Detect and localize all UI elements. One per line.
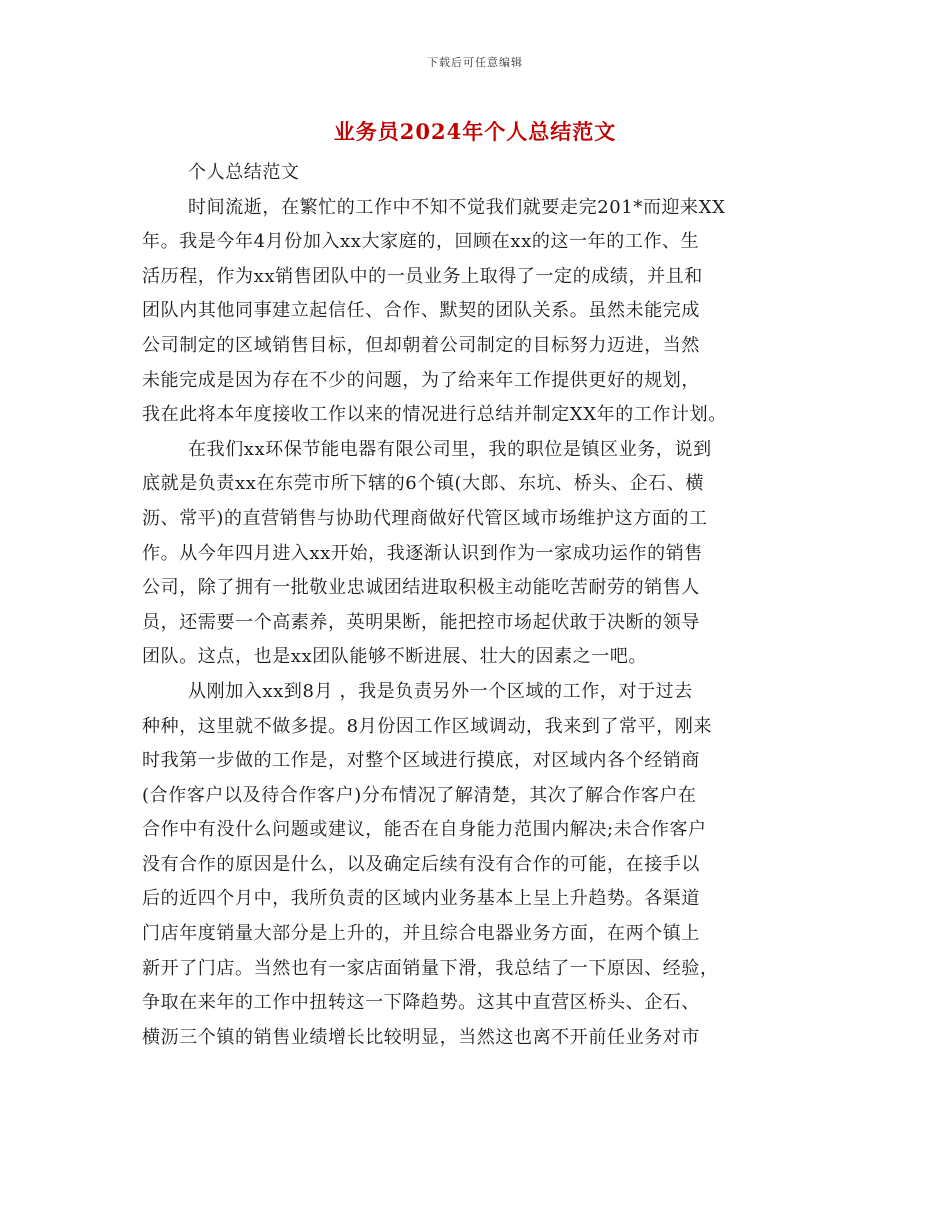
text-line: 团队内其他同事建立起信任、合作、默契的团队关系。虽然未能完成 <box>142 300 700 322</box>
text-line: 门店年度销量大部分是上升的，并且综合电器业务方面，在两个镇上 <box>142 923 700 945</box>
text-line: 底就是负责xx在东莞市所下辖的6个镇(大郎、东坑、桥头、企石、横 <box>142 473 704 495</box>
text-line: 在我们xx环保节能电器有限公司里，我的职位是镇区业务，说到 <box>188 438 712 460</box>
text-line: 横沥三个镇的销售业绩增长比较明显，当然这也离不开前任业务对市 <box>142 1026 700 1048</box>
text-line: 活历程，作为xx销售团队中的一员业务上取得了一定的成绩，并且和 <box>142 265 703 287</box>
text-line: 年。我是今年4月份加入xx大家庭的，回顾在xx的这一年的工作、生 <box>142 231 700 253</box>
header-note: 下载后可任意编辑 <box>427 56 523 69</box>
text-line: 争取在来年的工作中扭转这一下降趋势。这其中直营区桥头、企石、 <box>142 992 700 1014</box>
document-body <box>142 156 814 1055</box>
text-line: 我在此将本年度接收工作以来的情况进行总结并制定XX年的工作计划。 <box>142 404 727 426</box>
text-line: 合作中有没什么问题或建议，能否在自身能力范围内解决;未合作客户 <box>142 819 707 841</box>
text-line: 个人总结范文 <box>188 162 300 183</box>
text-line: 时间流逝，在繁忙的工作中不知不觉我们就要走完201*而迎来XX <box>188 196 726 218</box>
text-line: 后的近四个月中，我所负责的区域内业务基本上呈上升趋势。各渠道 <box>142 888 700 910</box>
text-line: 从刚加入xx到8月 ，我是负责另外一个区域的工作，对于过去 <box>188 680 693 702</box>
text-line: 团队。这点，也是xx团队能够不断进展、壮大的因素之一吧。 <box>142 646 648 668</box>
text-line: 作。从今年四月进入xx开始，我逐渐认识到作为一家成功运作的销售 <box>142 542 703 564</box>
text-line: 没有合作的原因是什么，以及确定后续有没有合作的可能，在接手以 <box>142 853 700 875</box>
text-line: 时我第一步做的工作是，对整个区域进行摸底，对区域内各个经销商 <box>142 750 700 772</box>
text-line: 公司制定的区域销售目标，但却朝着公司制定的目标努力迈进，当然 <box>142 334 700 356</box>
text-line: 未能完成是因为存在不少的问题，为了给来年工作提供更好的规划， <box>142 369 700 391</box>
text-line: 员，还需要一个高素养，英明果断，能把控市场起伏敢于决断的领导 <box>142 611 700 633</box>
text-line: (合作客户以及待合作客户)分布情况了解清楚，其次了解合作客户在 <box>142 784 697 806</box>
text-line: 新开了门店。当然也有一家店面销量下滑，我总结了一下原因、经验， <box>142 957 719 979</box>
document-title: 业务员2024年个人总结范文 <box>333 119 617 144</box>
text-line: 种种，这里就不做多提。8月份因工作区域调动，我来到了常平，刚来 <box>142 715 713 737</box>
text-line: 公司，除了拥有一批敬业忠诚团结进取积极主动能吃苦耐劳的销售人 <box>142 577 700 599</box>
text-line: 沥、常平)的直营销售与协助代理商做好代管区域市场维护这方面的工 <box>142 507 708 529</box>
